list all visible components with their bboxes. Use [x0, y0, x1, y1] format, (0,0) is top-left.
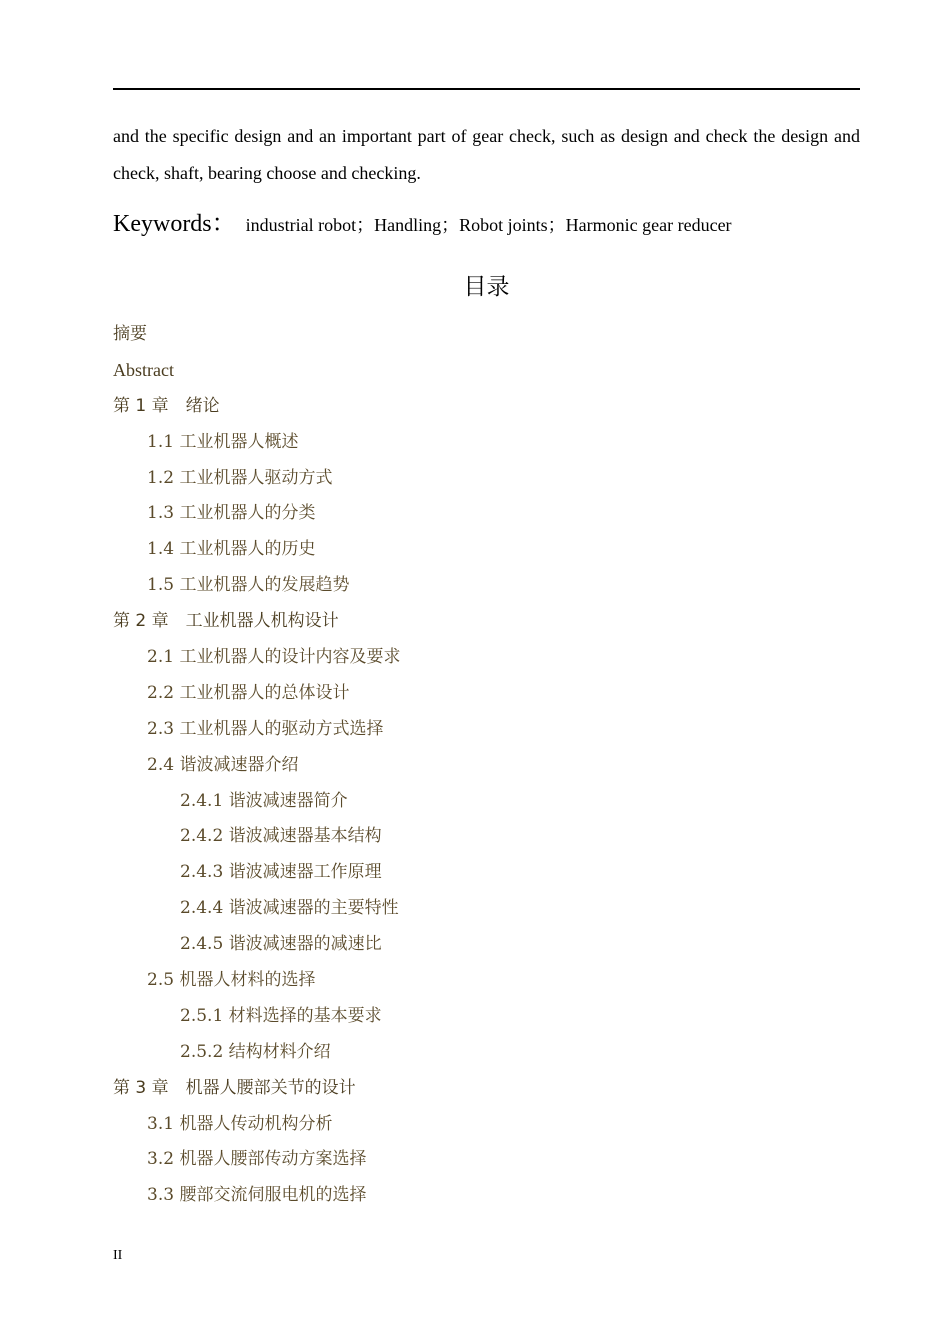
keywords-label: Keywords：: [113, 211, 236, 237]
toc-entry[interactable]: [113, 532, 860, 568]
toc-entry-text: 2.4.5 谐波减速器的减速比: [180, 934, 382, 955]
toc-entry-text: 第 1 章 绪论: [113, 395, 220, 416]
toc-entry-text: 2.5 机器人材料的选择: [147, 970, 316, 991]
toc-entry[interactable]: [113, 1178, 860, 1214]
toc-entry-text: 第 2 章 工业机器人机构设计: [113, 611, 339, 632]
toc-entry-text: 2.3 工业机器人的驱动方式选择: [147, 718, 384, 739]
toc-entry[interactable]: [113, 927, 860, 963]
toc-entry[interactable]: [113, 389, 860, 425]
toc-entry-text: 2.5.2 结构材料介绍: [180, 1041, 331, 1062]
toc-entry-text: 1.4 工业机器人的历史: [147, 539, 316, 560]
toc-entry-text: 2.4.2 谐波减速器基本结构: [180, 826, 382, 847]
toc-entry-text: 2.5.1 材料选择的基本要求: [180, 1005, 382, 1026]
page-number: II: [113, 1248, 123, 1263]
toc-entry[interactable]: [113, 1142, 860, 1178]
toc-entry[interactable]: [113, 1107, 860, 1143]
toc-entry[interactable]: [113, 1035, 860, 1071]
toc-entry-text: 2.1 工业机器人的设计内容及要求: [147, 647, 401, 668]
toc-entry-text: 1.2 工业机器人驱动方式: [147, 467, 333, 488]
toc-entry-text: 2.4.1 谐波减速器简介: [180, 790, 348, 811]
toc-entry[interactable]: [113, 963, 860, 999]
toc-entry[interactable]: [113, 353, 860, 389]
toc-entry-text: 1.5 工业机器人的发展趋势: [147, 575, 350, 596]
toc-entry[interactable]: [113, 999, 860, 1035]
header-rule: [113, 88, 860, 90]
toc-entry[interactable]: [113, 676, 860, 712]
toc-entry[interactable]: [113, 317, 860, 353]
toc-entry-text: 2.4 谐波减速器介绍: [147, 754, 299, 775]
toc-entry-text: 1.3 工业机器人的分类: [147, 503, 316, 524]
toc-entry[interactable]: [113, 604, 860, 640]
toc-title: 目录: [463, 274, 510, 300]
toc-entry[interactable]: [113, 425, 860, 461]
toc-entry-text: 2.2 工业机器人的总体设计: [147, 682, 350, 703]
toc-entry-text: 1.1 工业机器人概述: [147, 431, 299, 452]
toc-entry[interactable]: [113, 496, 860, 532]
toc-entry-text: 2.4.3 谐波减速器工作原理: [180, 862, 382, 883]
keywords-line: [113, 203, 860, 238]
abstract-continuation: and the specific design and an important part of gear check, such as design and check the design and check, shaft, bearing choose and checking.: [113, 126, 860, 183]
toc-entry[interactable]: [113, 640, 860, 676]
toc-entry[interactable]: [113, 1071, 860, 1107]
toc-entry-text: 摘要: [113, 324, 147, 344]
toc-entry-text: 3.2 机器人腰部传动方案选择: [147, 1149, 367, 1170]
toc-entry-text: 第 3 章 机器人腰部关节的设计: [113, 1077, 356, 1098]
toc-entry-text: 2.4.4 谐波减速器的主要特性: [180, 898, 399, 919]
toc-entry[interactable]: [113, 784, 860, 820]
toc-entry[interactable]: [113, 568, 860, 604]
table-of-contents: [113, 317, 860, 1214]
toc-entry[interactable]: [113, 712, 860, 748]
toc-entry[interactable]: [113, 748, 860, 784]
toc-entry-text: Abstract: [113, 359, 174, 380]
toc-entry[interactable]: [113, 891, 860, 927]
toc-entry[interactable]: [113, 855, 860, 891]
toc-entry[interactable]: [113, 461, 860, 497]
toc-entry-text: 3.3 腰部交流伺服电机的选择: [147, 1185, 367, 1206]
toc-entry[interactable]: [113, 819, 860, 855]
keywords-values: industrial robot；Handling；Robot joints；Harmonic gear reducer: [245, 215, 732, 235]
toc-entry-text: 3.1 机器人传动机构分析: [147, 1113, 333, 1134]
